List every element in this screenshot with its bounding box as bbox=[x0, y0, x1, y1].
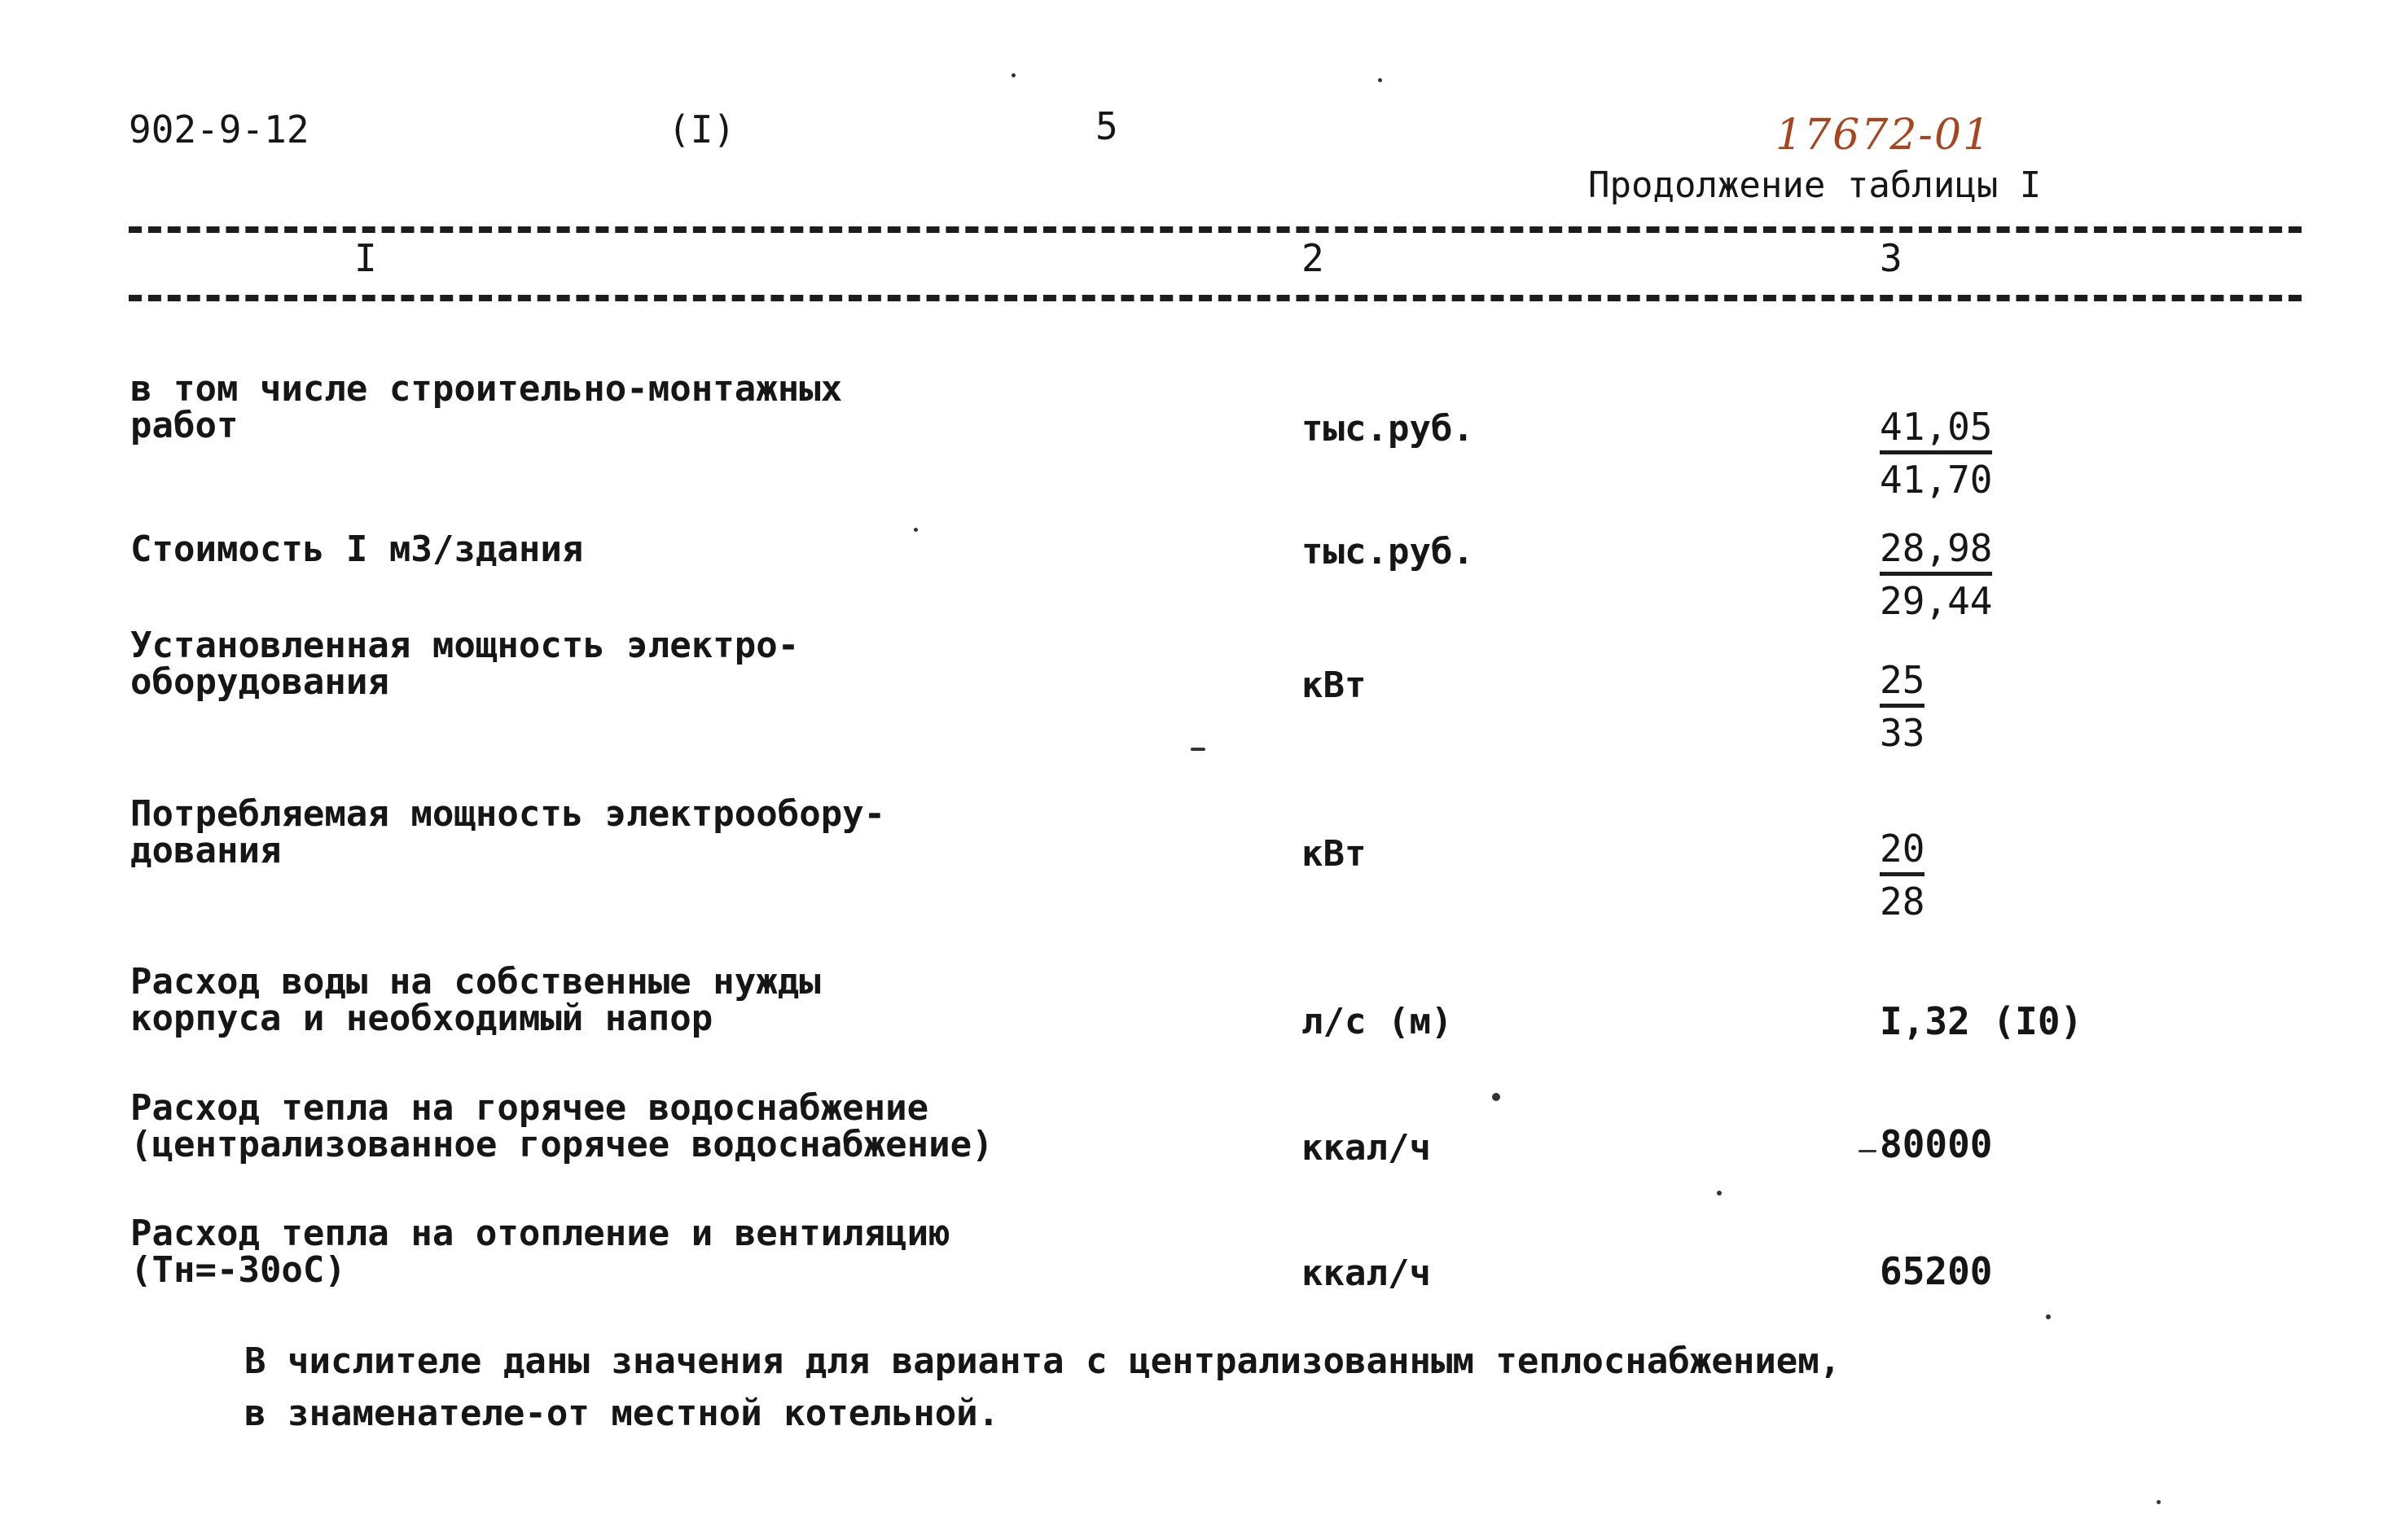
scan-speck bbox=[1859, 1150, 1876, 1152]
scan-speck bbox=[2157, 1500, 2161, 1504]
row-name: Расход воды на собственные нужды корпуса и необходимый напор bbox=[130, 961, 821, 1039]
column-header-2: 2 bbox=[1301, 236, 1324, 280]
row-name: Установленная мощность электро- оборудования bbox=[130, 625, 800, 703]
row-value: I,32 (I0) bbox=[1880, 999, 2083, 1043]
value-denominator: 41,70 bbox=[1880, 458, 1993, 502]
part-number: (I) bbox=[668, 107, 736, 151]
value-denominator: 33 bbox=[1880, 711, 1925, 755]
footnote-line-2: в знаменателе-от местной котельной. bbox=[244, 1393, 1000, 1434]
scan-speck bbox=[1012, 73, 1016, 77]
column-header-3: 3 bbox=[1880, 236, 1902, 280]
row-value-fraction bbox=[1880, 827, 1924, 924]
value-denominator: 28 bbox=[1880, 880, 1925, 924]
row-name: Расход тепла на горячее водоснабжение (централизованное горячее водоснабжение) bbox=[130, 1087, 994, 1165]
row-unit: ккал/ч bbox=[1301, 1127, 1431, 1169]
row-value-fraction bbox=[1880, 658, 1924, 755]
table-header-divider bbox=[129, 295, 2302, 301]
row-unit: л/с (м) bbox=[1301, 1001, 1453, 1042]
row-unit: тыс.руб. bbox=[1301, 408, 1474, 450]
scan-speck bbox=[1378, 78, 1382, 82]
row-name: Расход тепла на отопление и вентиляцию (Тн=-30оС) bbox=[130, 1213, 950, 1291]
scan-speck bbox=[1191, 748, 1205, 751]
row-unit: ккал/ч bbox=[1301, 1253, 1431, 1294]
column-header-1: I bbox=[354, 236, 377, 280]
row-unit: кВт bbox=[1301, 665, 1367, 706]
row-unit: тыс.руб. bbox=[1301, 531, 1474, 573]
table-top-divider bbox=[129, 226, 2302, 233]
scan-speck bbox=[914, 528, 918, 532]
footnote-line-1: В числителе даны значения для варианта с централизованным теплоснабжением, bbox=[244, 1340, 1841, 1382]
row-value: 65200 bbox=[1880, 1249, 1993, 1293]
row-value: 80000 bbox=[1880, 1122, 1993, 1166]
project-code: 902-9-12 bbox=[129, 107, 309, 151]
row-value-fraction bbox=[1880, 526, 1992, 623]
value-numerator: 41,05 bbox=[1880, 405, 1992, 454]
row-name: Потребляемая мощность электрообору- дования bbox=[130, 793, 886, 871]
value-numerator: 20 bbox=[1880, 827, 1924, 876]
page-number: 5 bbox=[1095, 104, 1118, 148]
row-value-fraction bbox=[1880, 405, 1992, 502]
scan-speck bbox=[1717, 1191, 1722, 1196]
row-name: Стоимость I м3/здания bbox=[130, 529, 584, 570]
value-denominator: 29,44 bbox=[1880, 579, 1993, 623]
row-name: в том числе строительно-монтажных работ bbox=[130, 368, 843, 446]
document-number: 17672-01 bbox=[1775, 111, 1992, 160]
row-unit: кВт bbox=[1301, 833, 1367, 875]
value-numerator: 28,98 bbox=[1880, 526, 1992, 576]
value-numerator: 25 bbox=[1880, 658, 1924, 708]
scan-speck bbox=[2046, 1314, 2051, 1319]
table-continuation-label: Продолжение таблицы I bbox=[1588, 165, 2042, 206]
scan-speck bbox=[1492, 1093, 1500, 1101]
